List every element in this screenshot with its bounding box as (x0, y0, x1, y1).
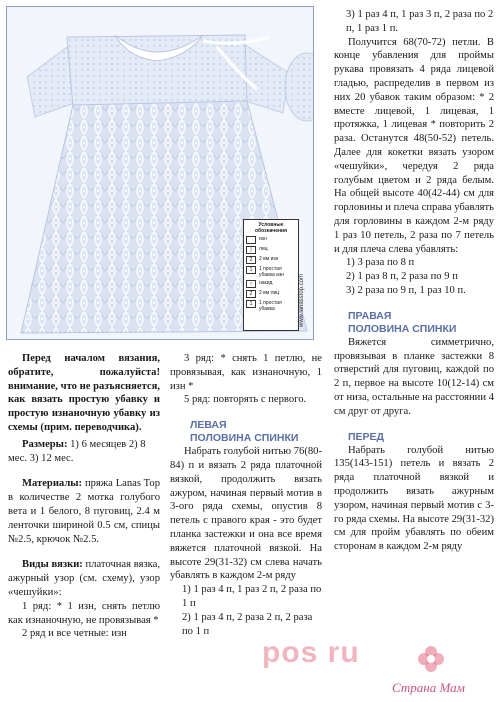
legend-symbol (246, 236, 256, 244)
materials-text: пряжа Lanas Top в количестве 2 мотка голубого вета и 1 белого, 8 пуговиц, 2.4 м ленточки шириной 0.5 см, спицы №2.5, крючок №2.5. (8, 478, 160, 545)
legend-title: Условные обозначения (255, 222, 287, 234)
armhole-text: Получится 68(70-72) петли. В конце убавления для проймы рукава провязать 4 ряда лицевой гладью, распределив в первом из них 20 убавок таким образом: * 2 вместе лицевой, 1 лицевая, 1 протяжка, 1 лицевая * повторить 2 раза. Останутся 48(50-52) петель. Далее для кокетки вязать узором «чешуйки», чередуя 2 ряда голубым цветом и 2 ряда белым. На общей высоте 40(42-44) см для горловины и плеча справа убавлять для горловины в каждом 2-м ряду 1 раз 10 петель, 2 раза по 7 петель и для плеча слева убавлять: (334, 36, 494, 255)
dress-photo (6, 6, 314, 340)
site-watermark: www.lanasstop.com (299, 273, 305, 327)
materials-label: Материалы: (22, 478, 83, 490)
sizes-label: Размеры: (22, 438, 68, 450)
symbol-legend (243, 219, 299, 331)
legend-row (246, 290, 296, 298)
flower-icon (416, 644, 446, 674)
left-back-text: Набрать голубой нитью 76(80-84) п и вязать 2 ряда платочной вязкой, продолжить вязать ажуром, начиная первый мотив в 3-ого ряда схемы, опустив 8 петель с правого края - это будет планка застежки и она все время вяжется платочной вязкой. На высоте 29(31-32) см слева начать убавлять в каждом 2-м ряду (170, 446, 322, 582)
middle-column (170, 352, 322, 638)
translator-note: Перед началом вязания, обратите, пожалуйста! внимание, что не разъясняется, как вязать простую убавку и простую изнаночную убавку из схемы (прим. переводчика). (8, 353, 160, 433)
legend-symbol: ○ (246, 280, 256, 288)
list-item: 1) 1 раз 4 п, 1 раз 2 п, 2 раза по 1 п (182, 584, 322, 609)
materials-paragraph (8, 477, 160, 546)
list-item: 2) 1 раз 8 п, 2 раза по 9 п (346, 271, 458, 283)
legend-symbol: 2 (246, 256, 256, 264)
legend-row (246, 236, 296, 244)
types-paragraph (8, 558, 160, 599)
row3-instruction: 3 ряд: * снять 1 петлю, не провязывая, как изнаночную, 1 изн * (170, 353, 322, 392)
types-label: Виды вязки: (22, 559, 83, 571)
left-back-heading-2: ПОЛОВИНА СПИНКИ (190, 432, 299, 445)
list-item: 1) 3 раза по 8 п (346, 257, 415, 269)
posiru-watermark: pos ru (262, 636, 360, 669)
legend-label: изн (259, 236, 267, 242)
legend-symbol: 2 (246, 290, 256, 298)
legend-label: лиц (259, 246, 268, 252)
right-back-text: Вяжется симметрично, провязывая в планке застежки 8 отверстий для пуговиц, каждой по 2 п, первое на высоте 10(12-14) см от низа, остальные на расстоянии 4 см друг от друга. (334, 336, 494, 417)
row5-instruction: 5 ряд: повторять с первого. (184, 394, 307, 406)
strana-mam-watermark: Страна Мам (392, 680, 465, 695)
legend-label: 2 вм изн (259, 256, 279, 262)
legend-symbol: | (246, 246, 256, 254)
legend-symbol: 1 (246, 266, 256, 274)
legend-row (246, 280, 296, 288)
legend-row (246, 300, 296, 312)
legend-label: 1 простая убавка (259, 300, 282, 312)
legend-label: накид (259, 280, 273, 286)
row2-instruction: 2 ряд и все четные: изн (22, 628, 127, 640)
front-heading: ПЕРЕД (348, 430, 385, 443)
types-text: платочная вязка, ажурный узор (см. схему), узор «чешуйки»: (8, 559, 160, 598)
list-item: 3) 1 раз 4 п, 1 раз 3 п, 2 раза по 2 п, 1 раз 1 п. (346, 9, 494, 34)
legend-symbol: 1 (246, 300, 256, 308)
sizes-paragraph (8, 438, 160, 466)
legend-label: 1 простая убавка изн (259, 266, 285, 278)
right-back-heading-2: ПОЛОВИНА СПИНКИ (348, 322, 457, 335)
list-item: 3) 2 раза по 9 п, 1 раз 10 п. (346, 284, 466, 296)
row1-instruction: 1 ряд: * 1 изн, снять петлю как изнаночную, не провязывая * (8, 600, 160, 626)
left-column (8, 352, 160, 641)
front-text: Набрать голубой нитью 135(143-151) петель и вязать 2 ряда платочной вязкой и продолжить вязать ажурным узором, начиная первый мотив с 3-го ряда схемы. На высоте 29(31-32) см для пройм убавлять по обеим сторонам в каждом 2-м ряду (334, 444, 494, 553)
right-column (334, 8, 494, 554)
legend-label: 2 вм лиц (259, 290, 280, 296)
legend-row (246, 256, 296, 264)
right-back-heading-1: ПРАВАЯ (348, 309, 392, 322)
sizes-text: 1) 6 месяцев 2) 8 мес. 3) 12 мес. (8, 438, 146, 464)
legend-row (246, 246, 296, 254)
left-back-heading-1: ЛЕВАЯ (190, 419, 227, 432)
legend-row (246, 266, 296, 278)
list-item: 2) 1 раз 4 п, 2 раза 2 п, 2 раза по 1 п (182, 611, 313, 637)
